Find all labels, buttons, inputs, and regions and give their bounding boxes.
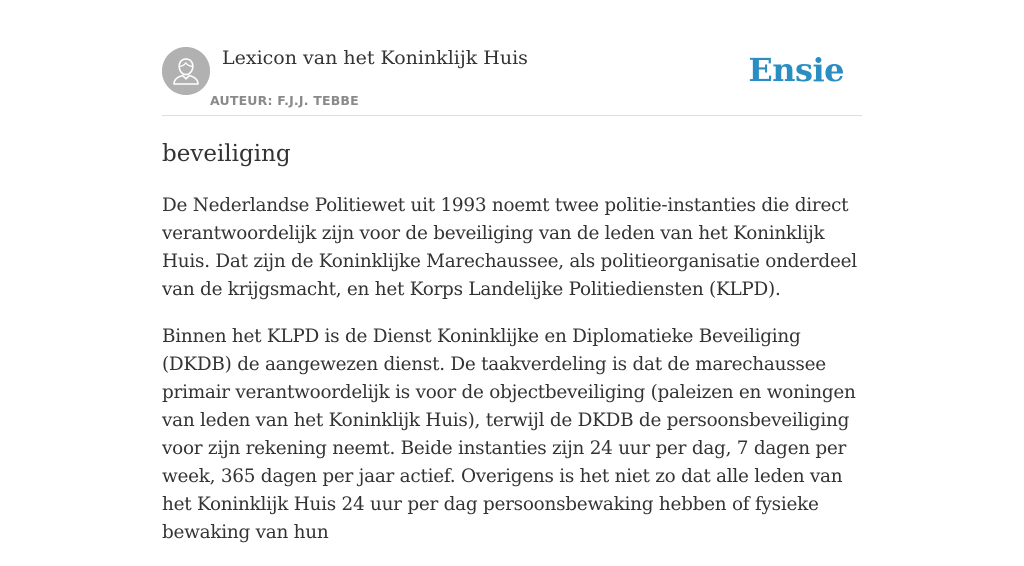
header (162, 0, 862, 116)
book-title[interactable]: Lexicon van het Koninklijk Huis (222, 47, 528, 69)
paragraph-1: De Nederlandse Politiewet uit 1993 noemt twee politie-instanties die direct verantwoordelijk zijn voor de beveiliging van de leden van het Koninklijk Huis. Dat zijn de Koninklijke Marechaussee, als politieorganisatie onderdeel van de krijgsmacht, en het Korps Landelijke Politiediensten (KLPD). (162, 195, 857, 300)
entry-title: beveiliging (162, 141, 291, 167)
avatar-silhouette (162, 47, 210, 95)
entry-body (162, 192, 862, 566)
brand-logo[interactable]: Ensie (748, 51, 844, 89)
author-label[interactable]: AUTEUR: F.J.J. TEBBE (210, 93, 359, 108)
paragraph-2: Binnen het KLPD is de Dienst Koninklijke en Diplomatieke Beveiliging (DKDB) de aangewezen dienst. De taakverdeling is dat de marechaussee primair verantwoordelijk is voor de objectbeveiliging (paleizen en woningen van leden van het Koninklijk Huis), terwijl de DKDB de persoonsbeveiliging voor zijn rekening neemt. Beide instanties zijn 24 uur per dag, 7 dagen per week, 365 dagen per jaar actief. Overigens is het niet zo dat alle leden van het Koninklijk Huis 24 uur per dag persoonsbewaking hebben of fysieke bewaking van hun (162, 326, 856, 543)
user-avatar-icon[interactable] (162, 47, 210, 95)
page (162, 0, 862, 543)
